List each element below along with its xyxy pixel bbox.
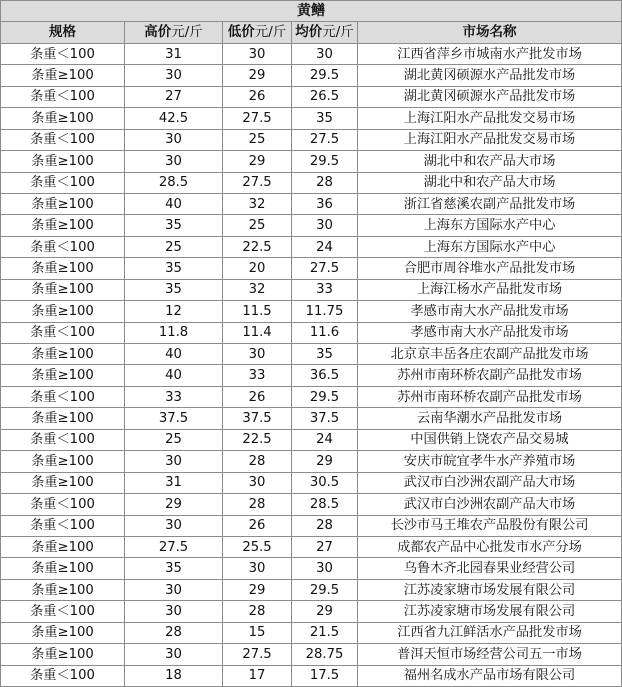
cell-high-price: 42.5 [125, 108, 223, 129]
column-header-row [1, 22, 622, 43]
cell-high-price: 30 [125, 515, 223, 536]
cell-high-price: 28.5 [125, 172, 223, 193]
table-row [1, 279, 622, 300]
cell-high-price: 35 [125, 215, 223, 236]
cell-market-name: 福州名成水产品市场有限公司 [358, 665, 622, 686]
cell-high-price: 40 [125, 365, 223, 386]
cell-low-price: 26 [223, 386, 292, 407]
cell-spec: 条重＜100 [1, 172, 125, 193]
cell-avg-price: 24 [292, 429, 358, 450]
cell-market-name: 浙江省慈溪农副产品批发市场 [358, 193, 622, 214]
table-row [1, 536, 622, 557]
table-row [1, 193, 622, 214]
cell-high-price: 30 [125, 579, 223, 600]
table-row [1, 129, 622, 150]
cell-avg-price: 29.5 [292, 151, 358, 172]
cell-avg-price: 29.5 [292, 386, 358, 407]
table-row [1, 43, 622, 64]
cell-high-price: 25 [125, 429, 223, 450]
cell-low-price: 15 [223, 622, 292, 643]
cell-avg-price: 28 [292, 172, 358, 193]
table-row [1, 108, 622, 129]
cell-high-price: 30 [125, 151, 223, 172]
table-row [1, 472, 622, 493]
cell-low-price: 25.5 [223, 536, 292, 557]
cell-low-price: 22.5 [223, 236, 292, 257]
table-row [1, 301, 622, 322]
cell-market-name: 上海东方国际水产中心 [358, 215, 622, 236]
cell-market-name: 孝感市南大水产品批发市场 [358, 322, 622, 343]
cell-spec: 条重≥100 [1, 301, 125, 322]
cell-market-name: 乌鲁木齐北园春果业经营公司 [358, 558, 622, 579]
cell-market-name: 普洱天恒市场经营公司五一市场 [358, 644, 622, 665]
table-row [1, 515, 622, 536]
cell-spec: 条重≥100 [1, 279, 125, 300]
cell-avg-price: 27.5 [292, 129, 358, 150]
cell-low-price: 28 [223, 601, 292, 622]
cell-high-price: 35 [125, 279, 223, 300]
cell-avg-price: 36 [292, 193, 358, 214]
cell-low-price: 11.4 [223, 322, 292, 343]
cell-market-name: 成都农产品中心批发市水产分场 [358, 536, 622, 557]
table-row [1, 408, 622, 429]
cell-avg-price: 29 [292, 451, 358, 472]
cell-low-price: 29 [223, 65, 292, 86]
cell-spec: 条重≥100 [1, 215, 125, 236]
cell-high-price: 31 [125, 472, 223, 493]
cell-avg-price: 30 [292, 558, 358, 579]
cell-high-price: 40 [125, 193, 223, 214]
cell-high-price: 12 [125, 301, 223, 322]
cell-market-name: 上海江杨水产品批发市场 [358, 279, 622, 300]
cell-low-price: 27.5 [223, 644, 292, 665]
cell-spec: 条重＜100 [1, 86, 125, 107]
cell-high-price: 35 [125, 558, 223, 579]
cell-spec: 条重≥100 [1, 151, 125, 172]
cell-avg-price: 28 [292, 515, 358, 536]
cell-avg-price: 28.5 [292, 494, 358, 515]
cell-spec: 条重≥100 [1, 536, 125, 557]
cell-market-name: 湖北黄冈硕源水产品批发市场 [358, 65, 622, 86]
cell-avg-price: 26.5 [292, 86, 358, 107]
cell-high-price: 35 [125, 258, 223, 279]
cell-avg-price: 24 [292, 236, 358, 257]
cell-market-name: 中国供销上饶农产品交易城 [358, 429, 622, 450]
table-row [1, 494, 622, 515]
cell-avg-price: 29.5 [292, 65, 358, 86]
cell-high-price: 28 [125, 622, 223, 643]
table-row [1, 344, 622, 365]
table-row [1, 558, 622, 579]
header-market-name: 市场名称 [358, 22, 622, 43]
cell-avg-price: 30.5 [292, 472, 358, 493]
cell-high-price: 27.5 [125, 536, 223, 557]
cell-high-price: 33 [125, 386, 223, 407]
cell-avg-price: 21.5 [292, 622, 358, 643]
cell-market-name: 上海江阳水产品批发交易市场 [358, 108, 622, 129]
header-avg-price: 均价元/斤 [292, 22, 358, 43]
cell-market-name: 湖北中和农产品大市场 [358, 151, 622, 172]
cell-market-name: 江苏凌家塘市场发展有限公司 [358, 601, 622, 622]
table-row [1, 236, 622, 257]
cell-market-name: 湖北黄冈硕源水产品批发市场 [358, 86, 622, 107]
cell-market-name: 武汉市白沙洲农副产品大市场 [358, 494, 622, 515]
cell-low-price: 37.5 [223, 408, 292, 429]
cell-avg-price: 30 [292, 43, 358, 64]
cell-market-name: 上海江阳水产品批发交易市场 [358, 129, 622, 150]
table-title-row [1, 1, 622, 22]
cell-market-name: 安庆市皖宜孝牛水产养殖市场 [358, 451, 622, 472]
cell-high-price: 30 [125, 644, 223, 665]
cell-spec: 条重＜100 [1, 515, 125, 536]
cell-spec: 条重≥100 [1, 108, 125, 129]
table-row [1, 151, 622, 172]
cell-spec: 条重＜100 [1, 601, 125, 622]
cell-avg-price: 28.75 [292, 644, 358, 665]
cell-spec: 条重≥100 [1, 558, 125, 579]
cell-avg-price: 33 [292, 279, 358, 300]
table-row [1, 386, 622, 407]
cell-avg-price: 27.5 [292, 258, 358, 279]
cell-low-price: 28 [223, 451, 292, 472]
cell-low-price: 22.5 [223, 429, 292, 450]
cell-avg-price: 11.75 [292, 301, 358, 322]
table-row [1, 86, 622, 107]
cell-market-name: 北京京丰岳各庄农副产品批发市场 [358, 344, 622, 365]
table-row [1, 172, 622, 193]
table-row [1, 65, 622, 86]
cell-spec: 条重＜100 [1, 236, 125, 257]
cell-spec: 条重≥100 [1, 408, 125, 429]
cell-market-name: 长沙市马王堆农产品股份有限公司 [358, 515, 622, 536]
cell-spec: 条重＜100 [1, 494, 125, 515]
cell-low-price: 26 [223, 515, 292, 536]
cell-spec: 条重≥100 [1, 344, 125, 365]
cell-low-price: 20 [223, 258, 292, 279]
cell-avg-price: 17.5 [292, 665, 358, 686]
cell-market-name: 苏州市南环桥农副产品批发市场 [358, 365, 622, 386]
cell-avg-price: 27 [292, 536, 358, 557]
cell-market-name: 武汉市白沙洲农副产品大市场 [358, 472, 622, 493]
cell-high-price: 30 [125, 601, 223, 622]
table-row [1, 365, 622, 386]
table-title: 黄鳝 [1, 1, 622, 22]
cell-low-price: 25 [223, 215, 292, 236]
cell-avg-price: 30 [292, 215, 358, 236]
cell-market-name: 孝感市南大水产品批发市场 [358, 301, 622, 322]
cell-low-price: 30 [223, 472, 292, 493]
cell-low-price: 28 [223, 494, 292, 515]
cell-high-price: 30 [125, 65, 223, 86]
cell-spec: 条重≥100 [1, 365, 125, 386]
table-row [1, 258, 622, 279]
cell-spec: 条重≥100 [1, 65, 125, 86]
table-row [1, 665, 622, 686]
cell-market-name: 江苏凌家塘市场发展有限公司 [358, 579, 622, 600]
cell-spec: 条重＜100 [1, 665, 125, 686]
cell-spec: 条重≥100 [1, 622, 125, 643]
cell-high-price: 30 [125, 129, 223, 150]
cell-market-name: 湖北中和农产品大市场 [358, 172, 622, 193]
table-row [1, 429, 622, 450]
table-row [1, 451, 622, 472]
cell-high-price: 25 [125, 236, 223, 257]
cell-low-price: 27.5 [223, 172, 292, 193]
cell-low-price: 30 [223, 558, 292, 579]
cell-avg-price: 37.5 [292, 408, 358, 429]
cell-spec: 条重≥100 [1, 258, 125, 279]
cell-spec: 条重＜100 [1, 386, 125, 407]
cell-avg-price: 35 [292, 108, 358, 129]
cell-avg-price: 36.5 [292, 365, 358, 386]
cell-low-price: 29 [223, 151, 292, 172]
cell-spec: 条重＜100 [1, 43, 125, 64]
header-high-price: 高价元/斤 [125, 22, 223, 43]
table-row [1, 622, 622, 643]
cell-low-price: 33 [223, 365, 292, 386]
cell-high-price: 27 [125, 86, 223, 107]
cell-spec: 条重＜100 [1, 129, 125, 150]
cell-market-name: 江西省九江鲜活水产品批发市场 [358, 622, 622, 643]
cell-low-price: 30 [223, 43, 292, 64]
cell-avg-price: 29.5 [292, 579, 358, 600]
cell-low-price: 32 [223, 193, 292, 214]
table-row [1, 579, 622, 600]
cell-spec: 条重≥100 [1, 472, 125, 493]
header-low-price: 低价元/斤 [223, 22, 292, 43]
cell-spec: 条重＜100 [1, 429, 125, 450]
cell-low-price: 11.5 [223, 301, 292, 322]
cell-market-name: 云南华潮水产品批发市场 [358, 408, 622, 429]
cell-high-price: 37.5 [125, 408, 223, 429]
cell-low-price: 17 [223, 665, 292, 686]
cell-spec: 条重≥100 [1, 193, 125, 214]
cell-spec: 条重＜100 [1, 322, 125, 343]
cell-market-name: 上海东方国际水产中心 [358, 236, 622, 257]
cell-avg-price: 35 [292, 344, 358, 365]
cell-spec: 条重≥100 [1, 451, 125, 472]
cell-low-price: 30 [223, 344, 292, 365]
cell-spec: 条重≥100 [1, 579, 125, 600]
cell-high-price: 29 [125, 494, 223, 515]
cell-low-price: 32 [223, 279, 292, 300]
cell-avg-price: 11.6 [292, 322, 358, 343]
cell-high-price: 30 [125, 451, 223, 472]
cell-low-price: 26 [223, 86, 292, 107]
cell-low-price: 25 [223, 129, 292, 150]
table-row [1, 644, 622, 665]
cell-high-price: 11.8 [125, 322, 223, 343]
cell-spec: 条重≥100 [1, 644, 125, 665]
cell-market-name: 合肥市周谷堆水产品批发市场 [358, 258, 622, 279]
table-row [1, 215, 622, 236]
table-row [1, 322, 622, 343]
cell-high-price: 40 [125, 344, 223, 365]
cell-high-price: 31 [125, 43, 223, 64]
cell-low-price: 27.5 [223, 108, 292, 129]
cell-avg-price: 29 [292, 601, 358, 622]
cell-market-name: 苏州市南环桥农副产品批发市场 [358, 386, 622, 407]
cell-market-name: 江西省萍乡市城南水产批发市场 [358, 43, 622, 64]
cell-high-price: 18 [125, 665, 223, 686]
table-row [1, 601, 622, 622]
cell-low-price: 29 [223, 579, 292, 600]
header-spec: 规格 [1, 22, 125, 43]
